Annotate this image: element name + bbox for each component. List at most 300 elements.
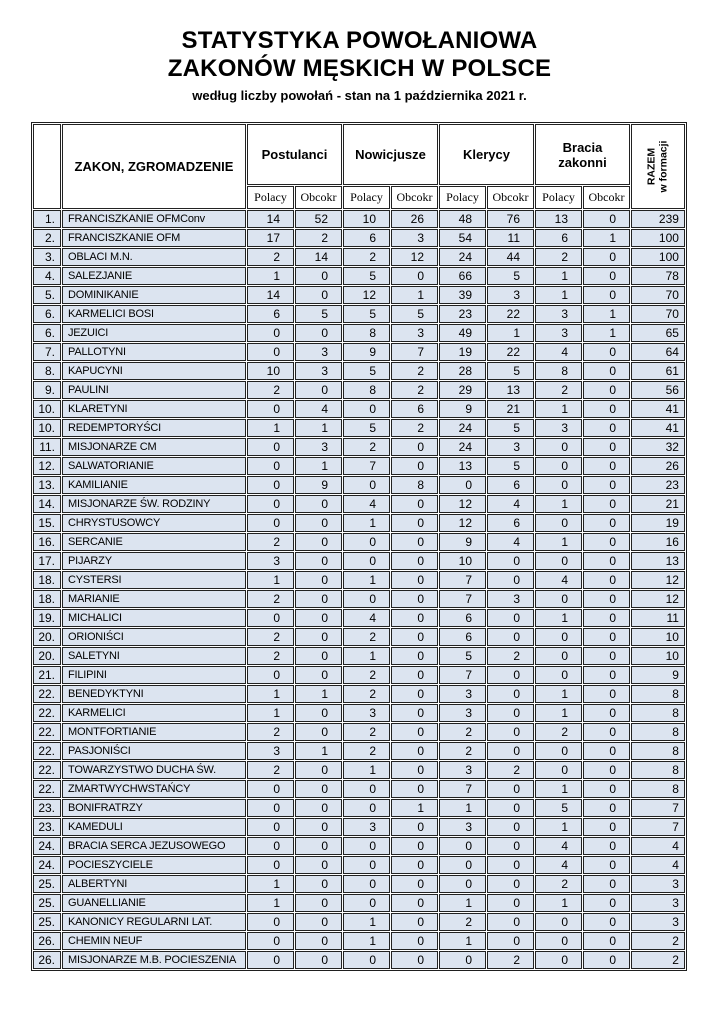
order-name: ORIONIŚCI xyxy=(62,628,246,646)
row-rank: 13. xyxy=(33,476,61,494)
value-cell: 10 xyxy=(247,362,294,380)
value-cell: 0 xyxy=(391,457,438,475)
table-row xyxy=(33,457,685,475)
value-cell: 1 xyxy=(247,267,294,285)
value-cell: 0 xyxy=(247,609,294,627)
order-name: KAMEDULI xyxy=(62,818,246,836)
row-total: 8 xyxy=(631,761,685,779)
value-cell: 8 xyxy=(343,381,390,399)
value-cell: 6 xyxy=(487,476,534,494)
value-cell: 0 xyxy=(583,704,630,722)
page-title-line-2: ZAKONÓW MĘSKICH W POLSCE xyxy=(167,55,552,82)
row-rank: 22. xyxy=(33,704,61,722)
order-name: KANONICY REGULARNI LAT. xyxy=(62,913,246,931)
table-row xyxy=(33,742,685,760)
value-cell: 8 xyxy=(343,324,390,342)
row-rank: 15. xyxy=(33,514,61,532)
value-cell: 0 xyxy=(295,799,342,817)
row-rank: 8. xyxy=(33,362,61,380)
value-cell: 0 xyxy=(391,932,438,950)
value-cell: 2 xyxy=(343,723,390,741)
value-cell: 0 xyxy=(391,571,438,589)
value-cell: 2 xyxy=(247,723,294,741)
row-total: 4 xyxy=(631,837,685,855)
value-cell: 0 xyxy=(439,875,486,893)
row-rank: 22. xyxy=(33,685,61,703)
value-cell: 2 xyxy=(439,723,486,741)
value-cell: 0 xyxy=(439,951,486,969)
order-name: FILIPINI xyxy=(62,666,246,684)
row-total: 10 xyxy=(631,628,685,646)
value-cell: 9 xyxy=(295,476,342,494)
value-cell: 0 xyxy=(487,704,534,722)
row-total: 32 xyxy=(631,438,685,456)
page-subtitle: według liczby powołań - stan na 1 października 2021 r. xyxy=(192,88,527,103)
value-cell: 2 xyxy=(391,362,438,380)
vocation-statistics-table xyxy=(31,122,687,971)
value-cell: 0 xyxy=(391,818,438,836)
value-cell: 0 xyxy=(487,685,534,703)
value-cell: 0 xyxy=(247,818,294,836)
value-cell: 2 xyxy=(343,742,390,760)
table-row xyxy=(33,267,685,285)
row-rank: 19. xyxy=(33,609,61,627)
value-cell: 0 xyxy=(343,951,390,969)
order-name: BRACIA SERCA JEZUSOWEGO xyxy=(62,837,246,855)
order-name: ALBERTYNI xyxy=(62,875,246,893)
value-cell: 0 xyxy=(583,742,630,760)
table-row xyxy=(33,286,685,304)
table-row xyxy=(33,818,685,836)
value-cell: 24 xyxy=(439,419,486,437)
value-cell: 0 xyxy=(487,723,534,741)
order-name: KLARETYNI xyxy=(62,400,246,418)
value-cell: 0 xyxy=(583,894,630,912)
value-cell: 3 xyxy=(535,324,582,342)
value-cell: 2 xyxy=(487,951,534,969)
table-row xyxy=(33,856,685,874)
row-total: 9 xyxy=(631,666,685,684)
value-cell: 0 xyxy=(535,932,582,950)
value-cell: 1 xyxy=(583,229,630,247)
row-total: 8 xyxy=(631,742,685,760)
value-cell: 0 xyxy=(439,856,486,874)
value-cell: 3 xyxy=(439,704,486,722)
value-cell: 2 xyxy=(439,913,486,931)
table-row xyxy=(33,305,685,323)
order-name: OBLACI M.N. xyxy=(62,248,246,266)
value-cell: 3 xyxy=(391,229,438,247)
row-rank: 20. xyxy=(33,628,61,646)
value-cell: 0 xyxy=(295,647,342,665)
table-row xyxy=(33,723,685,741)
value-cell: 3 xyxy=(535,419,582,437)
table-row xyxy=(33,590,685,608)
value-cell: 6 xyxy=(487,514,534,532)
row-rank: 17. xyxy=(33,552,61,570)
value-cell: 0 xyxy=(535,590,582,608)
value-cell: 0 xyxy=(391,723,438,741)
value-cell: 0 xyxy=(391,837,438,855)
row-rank: 18. xyxy=(33,571,61,589)
value-cell: 0 xyxy=(391,761,438,779)
table-row xyxy=(33,685,685,703)
value-cell: 1 xyxy=(535,818,582,836)
row-rank: 10. xyxy=(33,419,61,437)
table-row xyxy=(33,799,685,817)
value-cell: 14 xyxy=(247,210,294,228)
value-cell: 2 xyxy=(247,647,294,665)
table-row xyxy=(33,419,685,437)
row-total: 8 xyxy=(631,780,685,798)
value-cell: 1 xyxy=(535,704,582,722)
value-cell: 1 xyxy=(535,780,582,798)
value-cell: 1 xyxy=(535,533,582,551)
value-cell: 0 xyxy=(535,647,582,665)
value-cell: 12 xyxy=(391,248,438,266)
row-total: 10 xyxy=(631,647,685,665)
value-cell: 0 xyxy=(391,856,438,874)
value-cell: 1 xyxy=(439,894,486,912)
subheader-nowicjusze-obcokr: Obcokr xyxy=(391,186,438,209)
value-cell: 0 xyxy=(583,514,630,532)
row-total: 239 xyxy=(631,210,685,228)
table-row xyxy=(33,400,685,418)
value-cell: 4 xyxy=(535,856,582,874)
table-row xyxy=(33,552,685,570)
value-cell: 2 xyxy=(247,533,294,551)
value-cell: 3 xyxy=(535,305,582,323)
value-cell: 24 xyxy=(439,438,486,456)
value-cell: 0 xyxy=(295,267,342,285)
value-cell: 0 xyxy=(583,362,630,380)
value-cell: 1 xyxy=(343,932,390,950)
total-header-rotated-text xyxy=(646,141,669,193)
row-total: 78 xyxy=(631,267,685,285)
value-cell: 66 xyxy=(439,267,486,285)
row-total: 21 xyxy=(631,495,685,513)
value-cell: 0 xyxy=(295,571,342,589)
row-rank: 9. xyxy=(33,381,61,399)
value-cell: 2 xyxy=(247,590,294,608)
value-cell: 2 xyxy=(535,248,582,266)
value-cell: 7 xyxy=(343,457,390,475)
value-cell: 0 xyxy=(391,875,438,893)
value-cell: 2 xyxy=(247,761,294,779)
row-rank: 18. xyxy=(33,590,61,608)
value-cell: 0 xyxy=(535,761,582,779)
value-cell: 13 xyxy=(535,210,582,228)
value-cell: 0 xyxy=(487,742,534,760)
row-total: 4 xyxy=(631,856,685,874)
row-total: 8 xyxy=(631,685,685,703)
value-cell: 0 xyxy=(391,628,438,646)
value-cell: 0 xyxy=(487,875,534,893)
value-cell: 0 xyxy=(295,628,342,646)
row-total: 2 xyxy=(631,932,685,950)
order-name: CHRYSTUSOWCY xyxy=(62,514,246,532)
value-cell: 0 xyxy=(247,913,294,931)
value-cell: 0 xyxy=(439,476,486,494)
total-header-rotated-wrap xyxy=(632,127,684,206)
value-cell: 0 xyxy=(343,856,390,874)
value-cell: 0 xyxy=(583,438,630,456)
value-cell: 0 xyxy=(391,894,438,912)
value-cell: 23 xyxy=(439,305,486,323)
value-cell: 0 xyxy=(391,951,438,969)
subheader-postulanci-obcokr: Obcokr xyxy=(295,186,342,209)
row-rank: 26. xyxy=(33,951,61,969)
group-header-row xyxy=(33,124,685,185)
group-header-nowicjusze: Nowicjusze xyxy=(343,124,438,185)
value-cell: 0 xyxy=(487,628,534,646)
value-cell: 2 xyxy=(535,381,582,399)
order-name: GUANELLIANIE xyxy=(62,894,246,912)
value-cell: 0 xyxy=(391,590,438,608)
row-total: 26 xyxy=(631,457,685,475)
value-cell: 29 xyxy=(439,381,486,399)
subheader-klerycy-polacy: Polacy xyxy=(439,186,486,209)
table-row xyxy=(33,875,685,893)
order-name: SERCANIE xyxy=(62,533,246,551)
table-row xyxy=(33,913,685,931)
order-name: TOWARZYSTWO DUCHA ŚW. xyxy=(62,761,246,779)
value-cell: 2 xyxy=(535,875,582,893)
row-total: 13 xyxy=(631,552,685,570)
value-cell: 1 xyxy=(247,894,294,912)
value-cell: 0 xyxy=(247,856,294,874)
order-name: PALLOTYNI xyxy=(62,343,246,361)
value-cell: 1 xyxy=(535,267,582,285)
value-cell: 28 xyxy=(439,362,486,380)
value-cell: 5 xyxy=(343,305,390,323)
total-header-line-1: RAZEM xyxy=(645,147,658,186)
table-row xyxy=(33,837,685,855)
value-cell: 2 xyxy=(295,229,342,247)
value-cell: 0 xyxy=(343,400,390,418)
value-cell: 39 xyxy=(439,286,486,304)
value-cell: 0 xyxy=(583,590,630,608)
value-cell: 1 xyxy=(487,324,534,342)
value-cell: 1 xyxy=(295,685,342,703)
value-cell: 0 xyxy=(295,514,342,532)
order-name: MICHALICI xyxy=(62,609,246,627)
value-cell: 7 xyxy=(439,780,486,798)
value-cell: 0 xyxy=(583,495,630,513)
order-name: PIJARZY xyxy=(62,552,246,570)
row-total: 19 xyxy=(631,514,685,532)
value-cell: 0 xyxy=(583,210,630,228)
value-cell: 1 xyxy=(295,419,342,437)
row-total: 100 xyxy=(631,248,685,266)
value-cell: 0 xyxy=(487,799,534,817)
value-cell: 14 xyxy=(247,286,294,304)
value-cell: 1 xyxy=(343,913,390,931)
value-cell: 5 xyxy=(487,419,534,437)
value-cell: 3 xyxy=(343,704,390,722)
value-cell: 0 xyxy=(247,666,294,684)
value-cell: 11 xyxy=(487,229,534,247)
table-row xyxy=(33,894,685,912)
order-name: KARMELICI xyxy=(62,704,246,722)
table-row xyxy=(33,628,685,646)
value-cell: 3 xyxy=(487,438,534,456)
value-cell: 0 xyxy=(439,837,486,855)
value-cell: 0 xyxy=(247,932,294,950)
row-total: 3 xyxy=(631,875,685,893)
order-name: REDEMPTORYŚCI xyxy=(62,419,246,437)
value-cell: 2 xyxy=(343,438,390,456)
row-total: 8 xyxy=(631,723,685,741)
value-cell: 0 xyxy=(535,742,582,760)
value-cell: 0 xyxy=(391,780,438,798)
value-cell: 1 xyxy=(247,875,294,893)
subheader-bracia-polacy: Polacy xyxy=(535,186,582,209)
row-rank: 26. xyxy=(33,932,61,950)
value-cell: 19 xyxy=(439,343,486,361)
value-cell: 0 xyxy=(487,894,534,912)
value-cell: 0 xyxy=(295,381,342,399)
subheader-klerycy-obcokr: Obcokr xyxy=(487,186,534,209)
table-row xyxy=(33,609,685,627)
row-rank: 12. xyxy=(33,457,61,475)
order-name: SALWATORIANIE xyxy=(62,457,246,475)
row-rank: 7. xyxy=(33,343,61,361)
value-cell: 0 xyxy=(391,438,438,456)
row-rank: 21. xyxy=(33,666,61,684)
value-cell: 0 xyxy=(295,666,342,684)
row-rank: 6. xyxy=(33,305,61,323)
value-cell: 2 xyxy=(343,628,390,646)
value-cell: 0 xyxy=(295,324,342,342)
value-cell: 0 xyxy=(487,552,534,570)
row-total: 65 xyxy=(631,324,685,342)
value-cell: 0 xyxy=(583,286,630,304)
order-name: PASJONIŚCI xyxy=(62,742,246,760)
value-cell: 0 xyxy=(247,495,294,513)
order-name: PAULINI xyxy=(62,381,246,399)
row-rank: 4. xyxy=(33,267,61,285)
value-cell: 5 xyxy=(295,305,342,323)
order-name: FRANCISZKANIE OFM xyxy=(62,229,246,247)
value-cell: 9 xyxy=(439,400,486,418)
value-cell: 4 xyxy=(535,571,582,589)
page-title xyxy=(0,27,719,83)
value-cell: 0 xyxy=(295,609,342,627)
row-total: 70 xyxy=(631,305,685,323)
value-cell: 0 xyxy=(583,685,630,703)
row-rank: 14. xyxy=(33,495,61,513)
value-cell: 2 xyxy=(247,628,294,646)
value-cell: 0 xyxy=(295,286,342,304)
value-cell: 1 xyxy=(583,324,630,342)
value-cell: 2 xyxy=(343,685,390,703)
value-cell: 0 xyxy=(391,267,438,285)
value-cell: 44 xyxy=(487,248,534,266)
value-cell: 1 xyxy=(535,286,582,304)
value-cell: 2 xyxy=(247,381,294,399)
row-rank: 2. xyxy=(33,229,61,247)
value-cell: 3 xyxy=(343,818,390,836)
row-total: 8 xyxy=(631,704,685,722)
value-cell: 0 xyxy=(295,913,342,931)
table-row xyxy=(33,229,685,247)
value-cell: 10 xyxy=(343,210,390,228)
value-cell: 2 xyxy=(343,248,390,266)
value-cell: 0 xyxy=(295,780,342,798)
row-rank: 22. xyxy=(33,780,61,798)
value-cell: 5 xyxy=(487,267,534,285)
value-cell: 0 xyxy=(343,875,390,893)
value-cell: 0 xyxy=(391,609,438,627)
row-total: 41 xyxy=(631,400,685,418)
row-rank: 22. xyxy=(33,742,61,760)
table-row xyxy=(33,210,685,228)
value-cell: 1 xyxy=(295,457,342,475)
table-row xyxy=(33,780,685,798)
total-header-line-2: w formacji xyxy=(656,140,669,193)
value-cell: 0 xyxy=(535,913,582,931)
row-rank: 10. xyxy=(33,400,61,418)
value-cell: 4 xyxy=(343,609,390,627)
value-cell: 13 xyxy=(487,381,534,399)
value-cell: 17 xyxy=(247,229,294,247)
value-cell: 0 xyxy=(391,514,438,532)
value-cell: 5 xyxy=(535,799,582,817)
value-cell: 9 xyxy=(439,533,486,551)
value-cell: 0 xyxy=(487,818,534,836)
value-cell: 1 xyxy=(343,761,390,779)
table-row xyxy=(33,932,685,950)
order-name: CYSTERSI xyxy=(62,571,246,589)
value-cell: 1 xyxy=(583,305,630,323)
value-cell: 0 xyxy=(247,343,294,361)
value-cell: 76 xyxy=(487,210,534,228)
value-cell: 0 xyxy=(295,495,342,513)
row-rank: 24. xyxy=(33,837,61,855)
row-rank: 6. xyxy=(33,324,61,342)
value-cell: 5 xyxy=(343,267,390,285)
value-cell: 6 xyxy=(535,229,582,247)
value-cell: 5 xyxy=(487,362,534,380)
value-cell: 0 xyxy=(343,799,390,817)
value-cell: 0 xyxy=(487,609,534,627)
value-cell: 3 xyxy=(295,343,342,361)
value-cell: 24 xyxy=(439,248,486,266)
row-total: 100 xyxy=(631,229,685,247)
value-cell: 1 xyxy=(535,685,582,703)
value-cell: 1 xyxy=(391,286,438,304)
table-row xyxy=(33,666,685,684)
value-cell: 6 xyxy=(439,609,486,627)
value-cell: 0 xyxy=(247,514,294,532)
value-cell: 0 xyxy=(391,666,438,684)
value-cell: 0 xyxy=(583,780,630,798)
value-cell: 2 xyxy=(247,248,294,266)
value-cell: 0 xyxy=(583,571,630,589)
row-rank: 11. xyxy=(33,438,61,456)
value-cell: 6 xyxy=(247,305,294,323)
value-cell: 0 xyxy=(487,913,534,931)
value-cell: 0 xyxy=(247,438,294,456)
value-cell: 0 xyxy=(583,381,630,399)
value-cell: 0 xyxy=(295,704,342,722)
value-cell: 7 xyxy=(439,666,486,684)
table-row xyxy=(33,704,685,722)
value-cell: 0 xyxy=(487,571,534,589)
value-cell: 4 xyxy=(535,837,582,855)
group-header-postulanci: Postulanci xyxy=(247,124,342,185)
